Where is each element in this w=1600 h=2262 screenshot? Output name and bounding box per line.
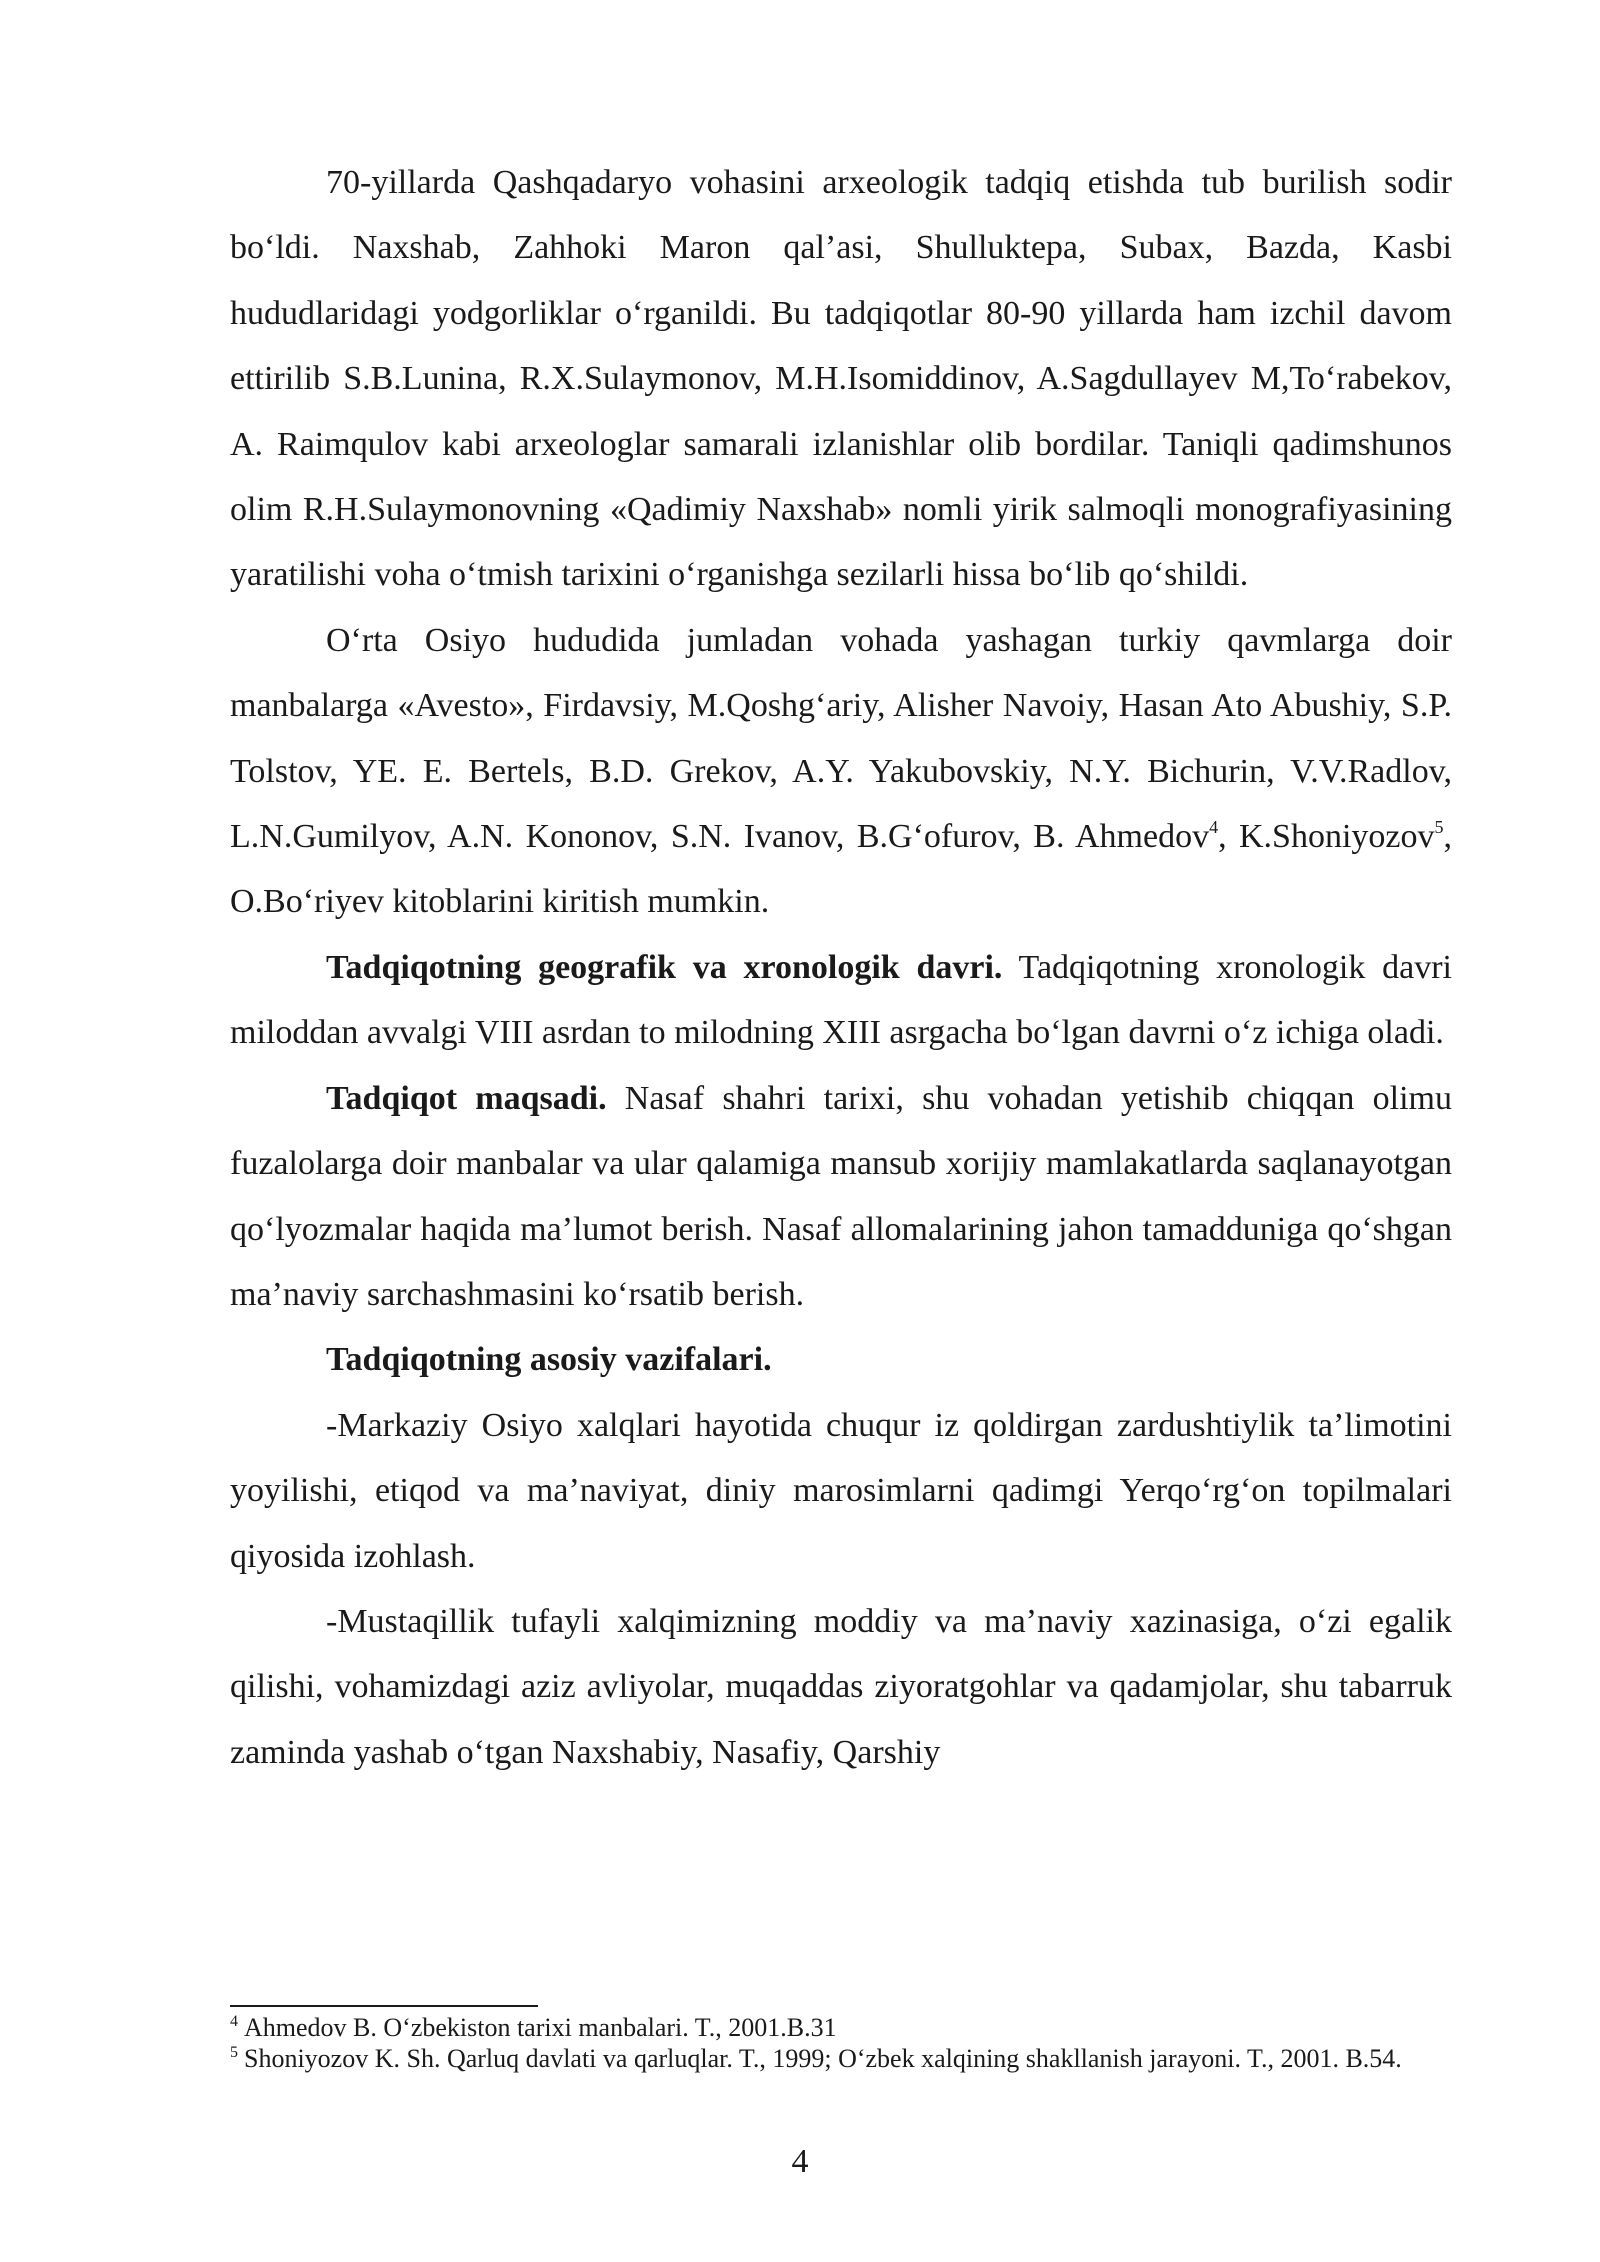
- paragraph-geografik-davr: [230, 935, 1452, 1066]
- footnote-number-5: 5: [230, 2044, 238, 2061]
- paragraph-geografik-davr-text: Tadqiqotning xronologik davri miloddan avvalgi VIII asrdan to milodning XIII asrgacha bo‘lgan davrni o‘z ichiga oladi.: [230, 948, 1453, 1052]
- footnote-text-4: Ahmedov B. O‘zbekiston tarixi manbalari. T., 2001.B.31: [244, 2013, 837, 2042]
- paragraph-manbalar-text-a: O‘rta Osiyo hududida jumladan vohada yashagan turkiy qavmlarga doir manbalarga «Avesto», Firdavsiy, M.Qoshg‘ariy, Alisher Navoiy, Hasan Ato Abushiy, S.P. Tolstov, YE. E. Bertels, B.D. Grekov, A.Y. Yakubovskiy, N.Y. Bichurin, V.V.Radlov, L.N.Gumilyov, A.N. Kononov, S.N. Ivanov, B.G‘ofurov, B. Ahmedov: [230, 621, 1452, 856]
- footnote-text-5: Shoniyozov K. Sh. Qarluq davlati va qarluqlar. T., 1999; O‘zbek xalqining shakllanish jarayoni. T., 2001. B.54.: [244, 2044, 1402, 2073]
- footnote-number-4: 4: [230, 2013, 238, 2030]
- paragraph-manbalar-text-b: , K.Shoniyozov: [1218, 818, 1435, 856]
- paragraph-vazifa-1: -Markaziy Osiyo xalqlari hayotida chuqur iz qoldirgan zardushtiylik ta’limotini yoyilishi, etiqod va ma’naviyat, diniy marosimlarni qadimgi Yerqo‘rg‘on topilmalari qiyosida izohlash.: [230, 1406, 1452, 1575]
- main-text: [230, 150, 1452, 1785]
- footnote-separator: [230, 2005, 538, 2007]
- footnote-reference-5[interactable]: 5: [1434, 817, 1444, 838]
- footnote-5: [230, 2043, 1452, 2074]
- footnote-reference-4[interactable]: 4: [1209, 817, 1219, 838]
- footnotes: [230, 2012, 1452, 2074]
- footnote-4: [230, 2012, 1452, 2043]
- section-heading-maqsad: Tadqiqot maqsadi.: [326, 1079, 607, 1117]
- section-heading-geografik-davr: Tadqiqotning geografik va xronologik davri.: [326, 948, 1003, 986]
- paragraph-manbalar: [230, 608, 1452, 935]
- paragraph-vazifalar-heading: [230, 1327, 1452, 1392]
- page-number: 4: [791, 2143, 809, 2180]
- paragraph-vazifa-2: -Mustaqillik tufayli xalqimizning moddiy va ma’naviy xazinasiga, o‘zi egalik qilishi, vohamizdagi aziz avliyolar, muqaddas ziyoratgohlar va qadamjolar, shu tabarruk zaminda yashab o‘tgan Naxshabiy, Nasafiy, Qarshiy: [230, 1602, 1452, 1771]
- paragraph-manbalar-text-c: , O.Bo‘riyev kitoblarini kiritish mumkin.: [230, 818, 1452, 921]
- section-heading-vazifalar: Tadqiqotning asosiy vazifalari.: [326, 1341, 772, 1379]
- paragraph-maqsad: [230, 1066, 1452, 1328]
- paragraph-arxeologik-tadqiqot: 70-yillarda Qashqadaryo vohasini arxeologik tadqiq etishda tub burilish sodir bo‘ldi. Naxshab, Zahhoki Maron qal’asi, Shulluktepa, Subax, Bazda, Kasbi hududlaridagi yodgorliklar o‘rganildi. Bu tadqiqotlar 80-90 yillarda ham izchil davom ettirilib S.B.Lunina, R.X.Sulaymonov, M.H.Isomiddinov, A.Sagdullayev M,To‘rabekov, A. Raimqulov kabi arxeologlar samarali izlanishlar olib bordilar. Taniqli qadimshunos olim R.H.Sulaymonovning «Qadimiy Naxshab» nomli yirik salmoqli monografiyasining yaratilishi voha o‘tmish tarixini o‘rganishga sezilarli hissa bo‘lib qo‘shildi.: [230, 164, 1452, 594]
- paragraph-maqsad-text: Nasaf shahri tarixi, shu vohadan yetishib chiqqan olimu fuzalolarga doir manbalar va ular qalamiga mansub xorijiy mamlakatlarda saqlanayotgan qo‘lyozmalar haqida ma’lumot berish. Nasaf allomalarining jahon tamadduniga qo‘shgan ma’naviy sarchashmasini ko‘rsatib berish.: [230, 1079, 1452, 1313]
